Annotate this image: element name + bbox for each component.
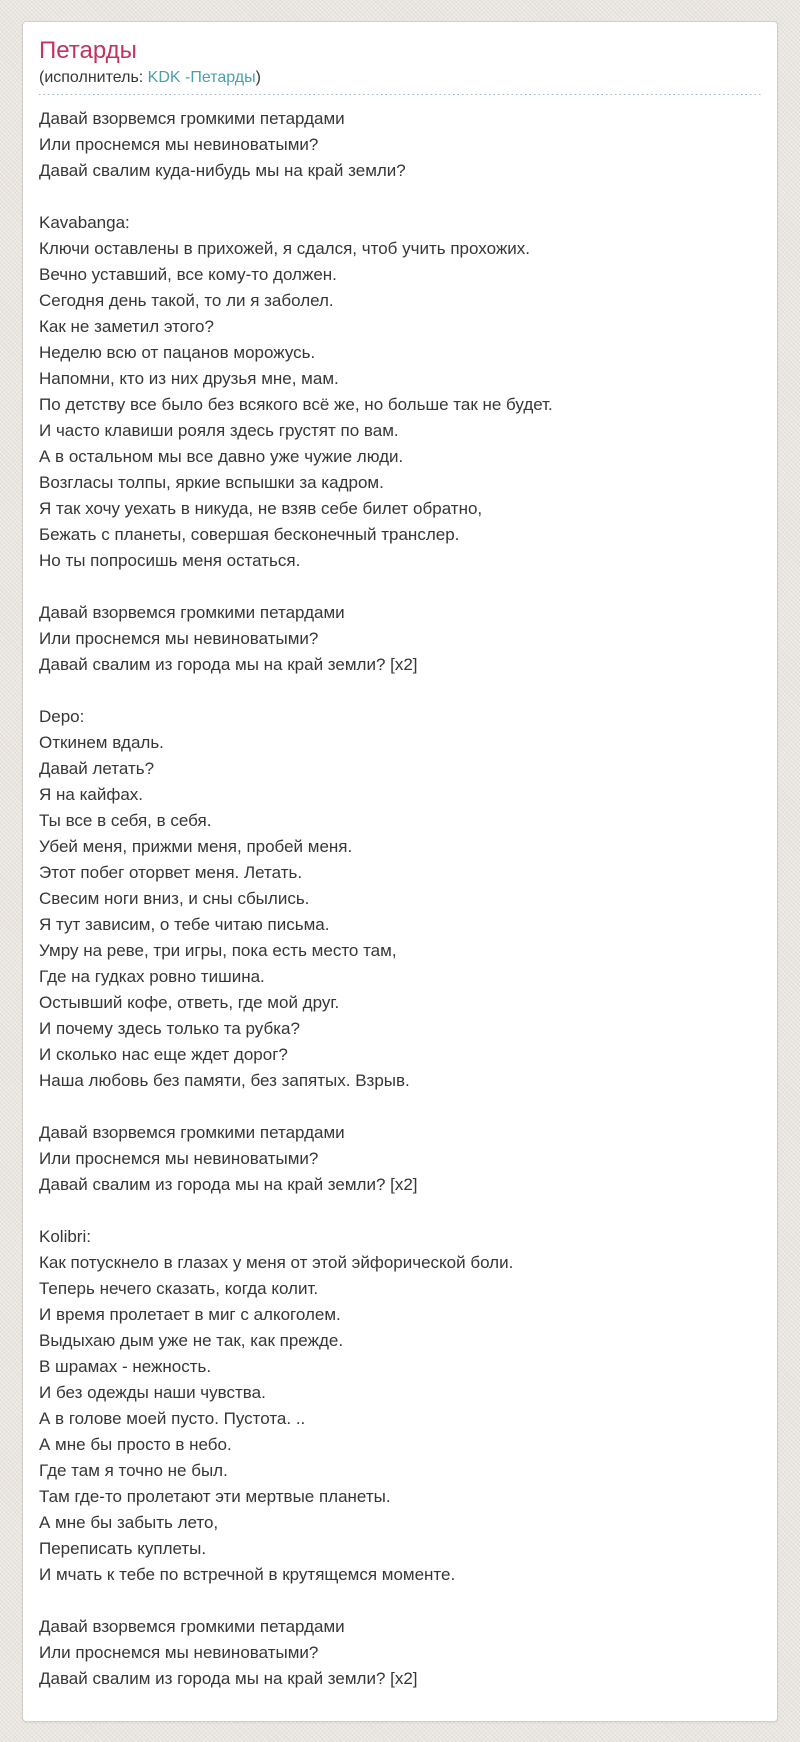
lyric-line: И без одежды наши чувства. (39, 1383, 266, 1402)
stanza (39, 210, 761, 574)
dotted-divider (39, 93, 761, 95)
lyric-line: Переписать куплеты. (39, 1539, 207, 1558)
lyric-line: Давай свалим куда-нибудь мы на край земли? (39, 161, 406, 180)
lyric-line: Или проснемся мы невиноватыми? (39, 1149, 319, 1168)
lyric-line: А в голове моей пусто. Пустота. .. (39, 1409, 306, 1428)
artist-label: (исполнитель: (39, 69, 148, 86)
lyric-line: Неделю всю от пацанов морожусь. (39, 343, 316, 362)
lyric-line: Я так хочу уехать в никуда, не взяв себе билет обратно, (39, 499, 483, 518)
lyric-line: Свесим ноги вниз, и сны сбылись. (39, 889, 310, 908)
lyric-line: Где на гудках ровно тишина. (39, 967, 265, 986)
lyric-line: Возгласы толпы, яркие вспышки за кадром. (39, 473, 384, 492)
lyric-line: По детству все было без всякого всё же, но больше так не будет. (39, 395, 553, 414)
lyric-line: Я на кайфах. (39, 785, 143, 804)
lyric-line: Теперь нечего сказать, когда колит. (39, 1279, 319, 1298)
lyric-line: Выдыхаю дым уже не так, как прежде. (39, 1331, 344, 1350)
lyric-line: А мне бы просто в небо. (39, 1435, 232, 1454)
lyric-line: Как потускнело в глазах у меня от этой эйфорической боли. (39, 1253, 514, 1272)
stanza (39, 704, 761, 1094)
stanza (39, 1224, 761, 1588)
lyric-line: Но ты попросишь меня остаться. (39, 551, 301, 570)
lyric-line: Наша любовь без памяти, без запятых. Взрыв. (39, 1071, 410, 1090)
lyric-line: И почему здесь только та рубка? (39, 1019, 300, 1038)
lyric-line: Там где-то пролетают эти мертвые планеты. (39, 1487, 391, 1506)
lyric-line: А мне бы забыть лето, (39, 1513, 219, 1532)
lyric-line: Умру на реве, три игры, пока есть место там, (39, 941, 397, 960)
stanza (39, 106, 761, 184)
lyric-line: А в остальном мы все давно уже чужие люди. (39, 447, 404, 466)
stanza (39, 600, 761, 678)
lyric-line: В шрамах - нежность. (39, 1357, 212, 1376)
lyric-line: И сколько нас еще ждет дорог? (39, 1045, 288, 1064)
lyric-line: Остывший кофе, ответь, где мой друг. (39, 993, 340, 1012)
lyric-line: Как не заметил этого? (39, 317, 214, 336)
lyric-line: Давай летать? (39, 759, 155, 778)
lyric-line: Или проснемся мы невиноватыми? (39, 135, 319, 154)
lyric-line: Ключи оставлены в прихожей, я сдался, чтоб учить прохожих. (39, 239, 530, 258)
lyric-line: Напомни, кто из них друзья мне, мам. (39, 369, 339, 388)
lyric-line: И время пролетает в миг с алкоголем. (39, 1305, 341, 1324)
lyric-line: Давай взорвемся громкими петардами (39, 1617, 345, 1636)
lyric-line: Давай свалим из города мы на край земли? [x2] (39, 1175, 418, 1194)
lyric-line: Вечно уставший, все кому-то должен. (39, 265, 337, 284)
lyric-line: Бежать с планеты, совершая бесконечный транслер. (39, 525, 460, 544)
lyric-line: И мчать к тебе по встречной в крутящемся моменте. (39, 1565, 456, 1584)
lyric-line: Давай взорвемся громкими петардами (39, 1123, 345, 1142)
lyrics-card (22, 21, 778, 1722)
lyric-line: Где там я точно не был. (39, 1461, 228, 1480)
lyric-line: Давай взорвемся громкими петардами (39, 603, 345, 622)
artist-link[interactable]: KDK -Петарды (147, 69, 256, 86)
stanza (39, 1120, 761, 1198)
lyric-line: Этот побег оторвет меня. Летать. (39, 863, 303, 882)
lyric-line: Сегодня день такой, то ли я заболел. (39, 291, 334, 310)
lyric-line: И часто клавиши рояля здесь грустят по вам. (39, 421, 399, 440)
lyric-line: Я тут зависим, о тебе читаю письма. (39, 915, 330, 934)
lyric-line: Убей меня, прижми меня, пробей меня. (39, 837, 353, 856)
lyric-line: Kolibri: (39, 1227, 91, 1246)
lyric-line: Kavabanga: (39, 213, 130, 232)
lyrics-text (39, 106, 761, 1692)
lyric-line: Давай свалим из города мы на край земли? [x2] (39, 655, 418, 674)
lyric-line: Ты все в себя, в себя. (39, 811, 212, 830)
artist-label-suffix: ) (255, 69, 261, 86)
song-title: Петарды (39, 37, 137, 64)
lyric-line: Откинем вдаль. (39, 733, 164, 752)
lyric-line: Depo: (39, 707, 85, 726)
stanza (39, 1614, 761, 1692)
artist-line (39, 67, 761, 88)
lyric-line: Давай взорвемся громкими петардами (39, 109, 345, 128)
lyric-line: Или проснемся мы невиноватыми? (39, 1643, 319, 1662)
lyric-line: Или проснемся мы невиноватыми? (39, 629, 319, 648)
lyric-line: Давай свалим из города мы на край земли? [x2] (39, 1669, 418, 1688)
